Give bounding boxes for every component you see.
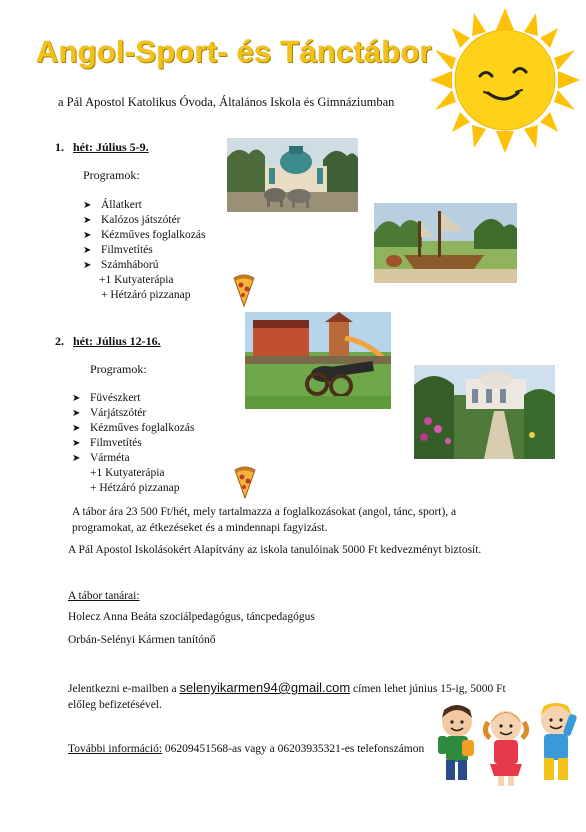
signup-line [68,680,506,697]
teachers-heading: A tábor tanárai: [68,590,140,602]
price-text: A tábor ára 23 500 Ft/hét, mely tartalmazza a foglalkozásokat (angol, tánc, sport), a programokat, az étkezéseket és a mindennapi fagyizást. [72,506,457,534]
list-item: ➤ Füvészkert [72,392,141,404]
botanical-garden-photo [414,365,555,459]
bullet-arrow-icon: ➤ [83,215,92,226]
sun-face-icon [430,8,580,158]
zoo-photo [227,138,358,212]
page-title: Angol-Sport- és Tánctábor [36,34,432,69]
discount-text: A Pál Apostol Iskolásokért Alapítvány az iskola tanulóinak 5000 Ft kedvezményt biztosít. [68,544,482,556]
signup-text-before: Jelentkezni e-mailben a [68,683,180,695]
week-1-programs-label: Programok: [83,168,140,182]
info-text: 06209451568-as vagy a 06203935321-es telefonszámon [162,743,425,755]
email-link[interactable]: selenyikarmen94@gmail.com [179,680,351,695]
week-2-program-list [72,391,194,466]
castle-playground-photo [245,312,391,409]
pirate-playground-photo [374,203,517,283]
week-2-label: hét: Július 12-16. [73,334,161,348]
list-item: ➤ Filmvetítés [72,437,142,449]
week-2-programs-label: Programok: [90,362,147,376]
list-item: ➤ Kézműves foglalkozás [83,229,206,241]
week-2-number: 2. [55,334,64,348]
week-2-extra-dog-therapy: +1 Kutyaterápia [90,467,165,479]
bullet-arrow-icon: ➤ [83,260,92,271]
list-item: ➤ Kézműves foglalkozás [72,422,195,434]
week-1-program-list [83,198,205,273]
bullet-arrow-icon: ➤ [83,245,92,256]
signup-text-after: címen lehet június 15-ig, 5000 Ft [350,683,506,695]
list-item: ➤ Kalózos játszótér [83,214,181,226]
week-1-label: hét: Július 5-9. [73,140,149,154]
week-1-heading [55,140,149,155]
week-2-extra-pizza-day: + Hétzáró pizzanap [90,482,180,494]
teacher-2: Orbán-Selényi Kármen tanítónő [68,634,216,646]
signup-line-2: előleg befizetésével. [68,699,162,711]
page-subtitle: a Pál Apostol Katolikus Óvoda, Általános Iskola és Gimnáziumban [58,95,395,109]
week-2-heading [55,334,161,349]
list-item: ➤ Filmvetítés [83,244,153,256]
bullet-arrow-icon: ➤ [83,200,92,211]
list-item: ➤ Várméta [72,452,130,464]
bullet-arrow-icon: ➤ [72,438,81,449]
week-1-extra-dog-therapy: +1 Kutyaterápia [99,274,174,286]
info-line [68,741,424,757]
pizza-slice-icon [232,273,256,312]
week-1-extra-pizza-day: + Hétzáró pizzanap [101,289,191,301]
bullet-arrow-icon: ➤ [72,408,81,419]
list-item: ➤ Számháború [83,259,159,271]
bullet-arrow-icon: ➤ [72,453,81,464]
week-1-number: 1. [55,140,64,154]
list-item: ➤ Várjátszótér [72,407,147,419]
bullet-arrow-icon: ➤ [83,230,92,241]
teacher-1: Holecz Anna Beáta szociálpedagógus, táncpedagógus [68,611,315,623]
info-label: További információ: [68,743,163,755]
pizza-slice-icon [233,465,257,504]
bullet-arrow-icon: ➤ [72,423,81,434]
bullet-arrow-icon: ➤ [72,393,81,404]
list-item: ➤ Állatkert [83,199,142,211]
children-clipart [432,700,582,795]
